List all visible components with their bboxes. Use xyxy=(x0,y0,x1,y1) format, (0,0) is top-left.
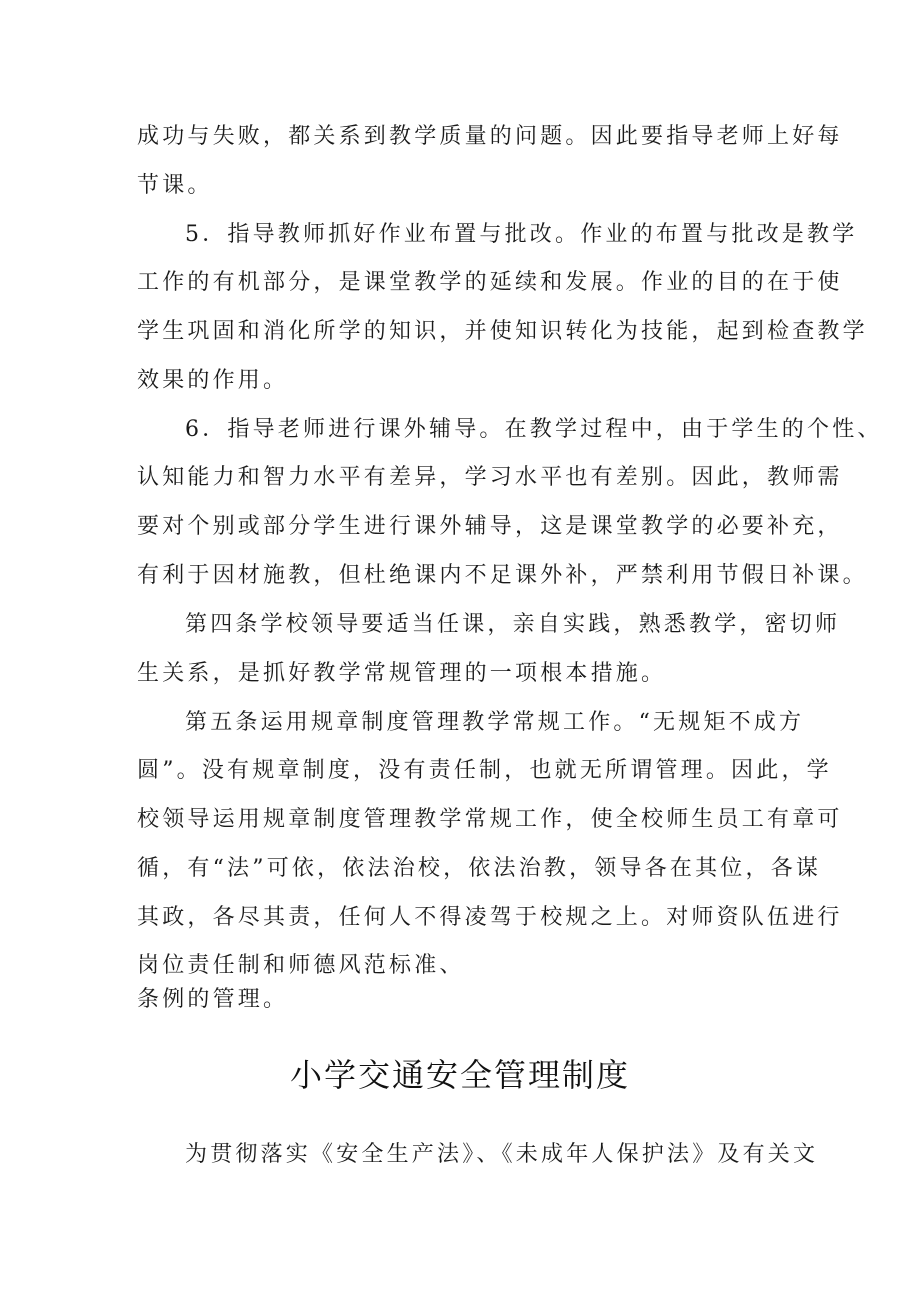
text-line: 第五条运用规章制度管理教学常规工作。“无规矩不成方 xyxy=(185,710,805,735)
text-line: 岗位责任制和师德风范标准、 xyxy=(137,953,465,978)
text-line: 工作的有机部分，是课堂教学的延续和发展。作业的目的在于使 xyxy=(137,270,843,295)
text-line: 效果的作用。 xyxy=(137,368,289,393)
text-line: 学生巩固和消化所学的知识，并使知识转化为技能，起到检查教学 xyxy=(137,319,868,344)
text-line: 5．指导教师抓好作业布置与批改。作业的布置与批改是教学 xyxy=(185,222,858,247)
text-line: 条例的管理。 xyxy=(137,987,289,1012)
text-line: 第四条学校领导要适当任课，亲自实践，熟悉教学，密切师 xyxy=(185,612,841,637)
text-line: 其政，各尽其责，任何人不得凌驾于校规之上。对师资队伍进行 xyxy=(137,905,843,930)
text-line: 圆”。没有规章制度，没有责任制，也就无所谓管理。因此，学 xyxy=(137,758,832,783)
text-line: 循，有“法”可依，依法治校，依法治教，领导各在其位，各谋 xyxy=(137,856,822,881)
text-line: 校领导运用规章制度管理教学常规工作，使全校师生员工有章可 xyxy=(137,807,843,832)
text-line: 节课。 xyxy=(137,173,213,198)
text-line: 有利于因材施教，但杜绝课内不足课外补，严禁利用节假日补课。 xyxy=(137,563,868,588)
text-line: 6．指导老师进行课外辅导。在教学过程中，由于学生的个性、 xyxy=(185,417,883,442)
text-line: 成功与失败，都关系到教学质量的问题。因此要指导老师上好每 xyxy=(137,124,843,149)
text-line: 为贯彻落实《安全生产法》、《未成年人保护法》及有关文 xyxy=(185,1142,819,1167)
text-line: 要对个别或部分学生进行课外辅导，这是课堂教学的必要补充， xyxy=(137,514,843,539)
text-line: 认知能力和智力水平有差异，学习水平也有差别。因此，教师需 xyxy=(137,465,843,490)
text-line: 生关系，是抓好教学常规管理的一项根本措施。 xyxy=(137,661,667,686)
section-title: 小学交通安全管理制度 xyxy=(289,1056,630,1094)
